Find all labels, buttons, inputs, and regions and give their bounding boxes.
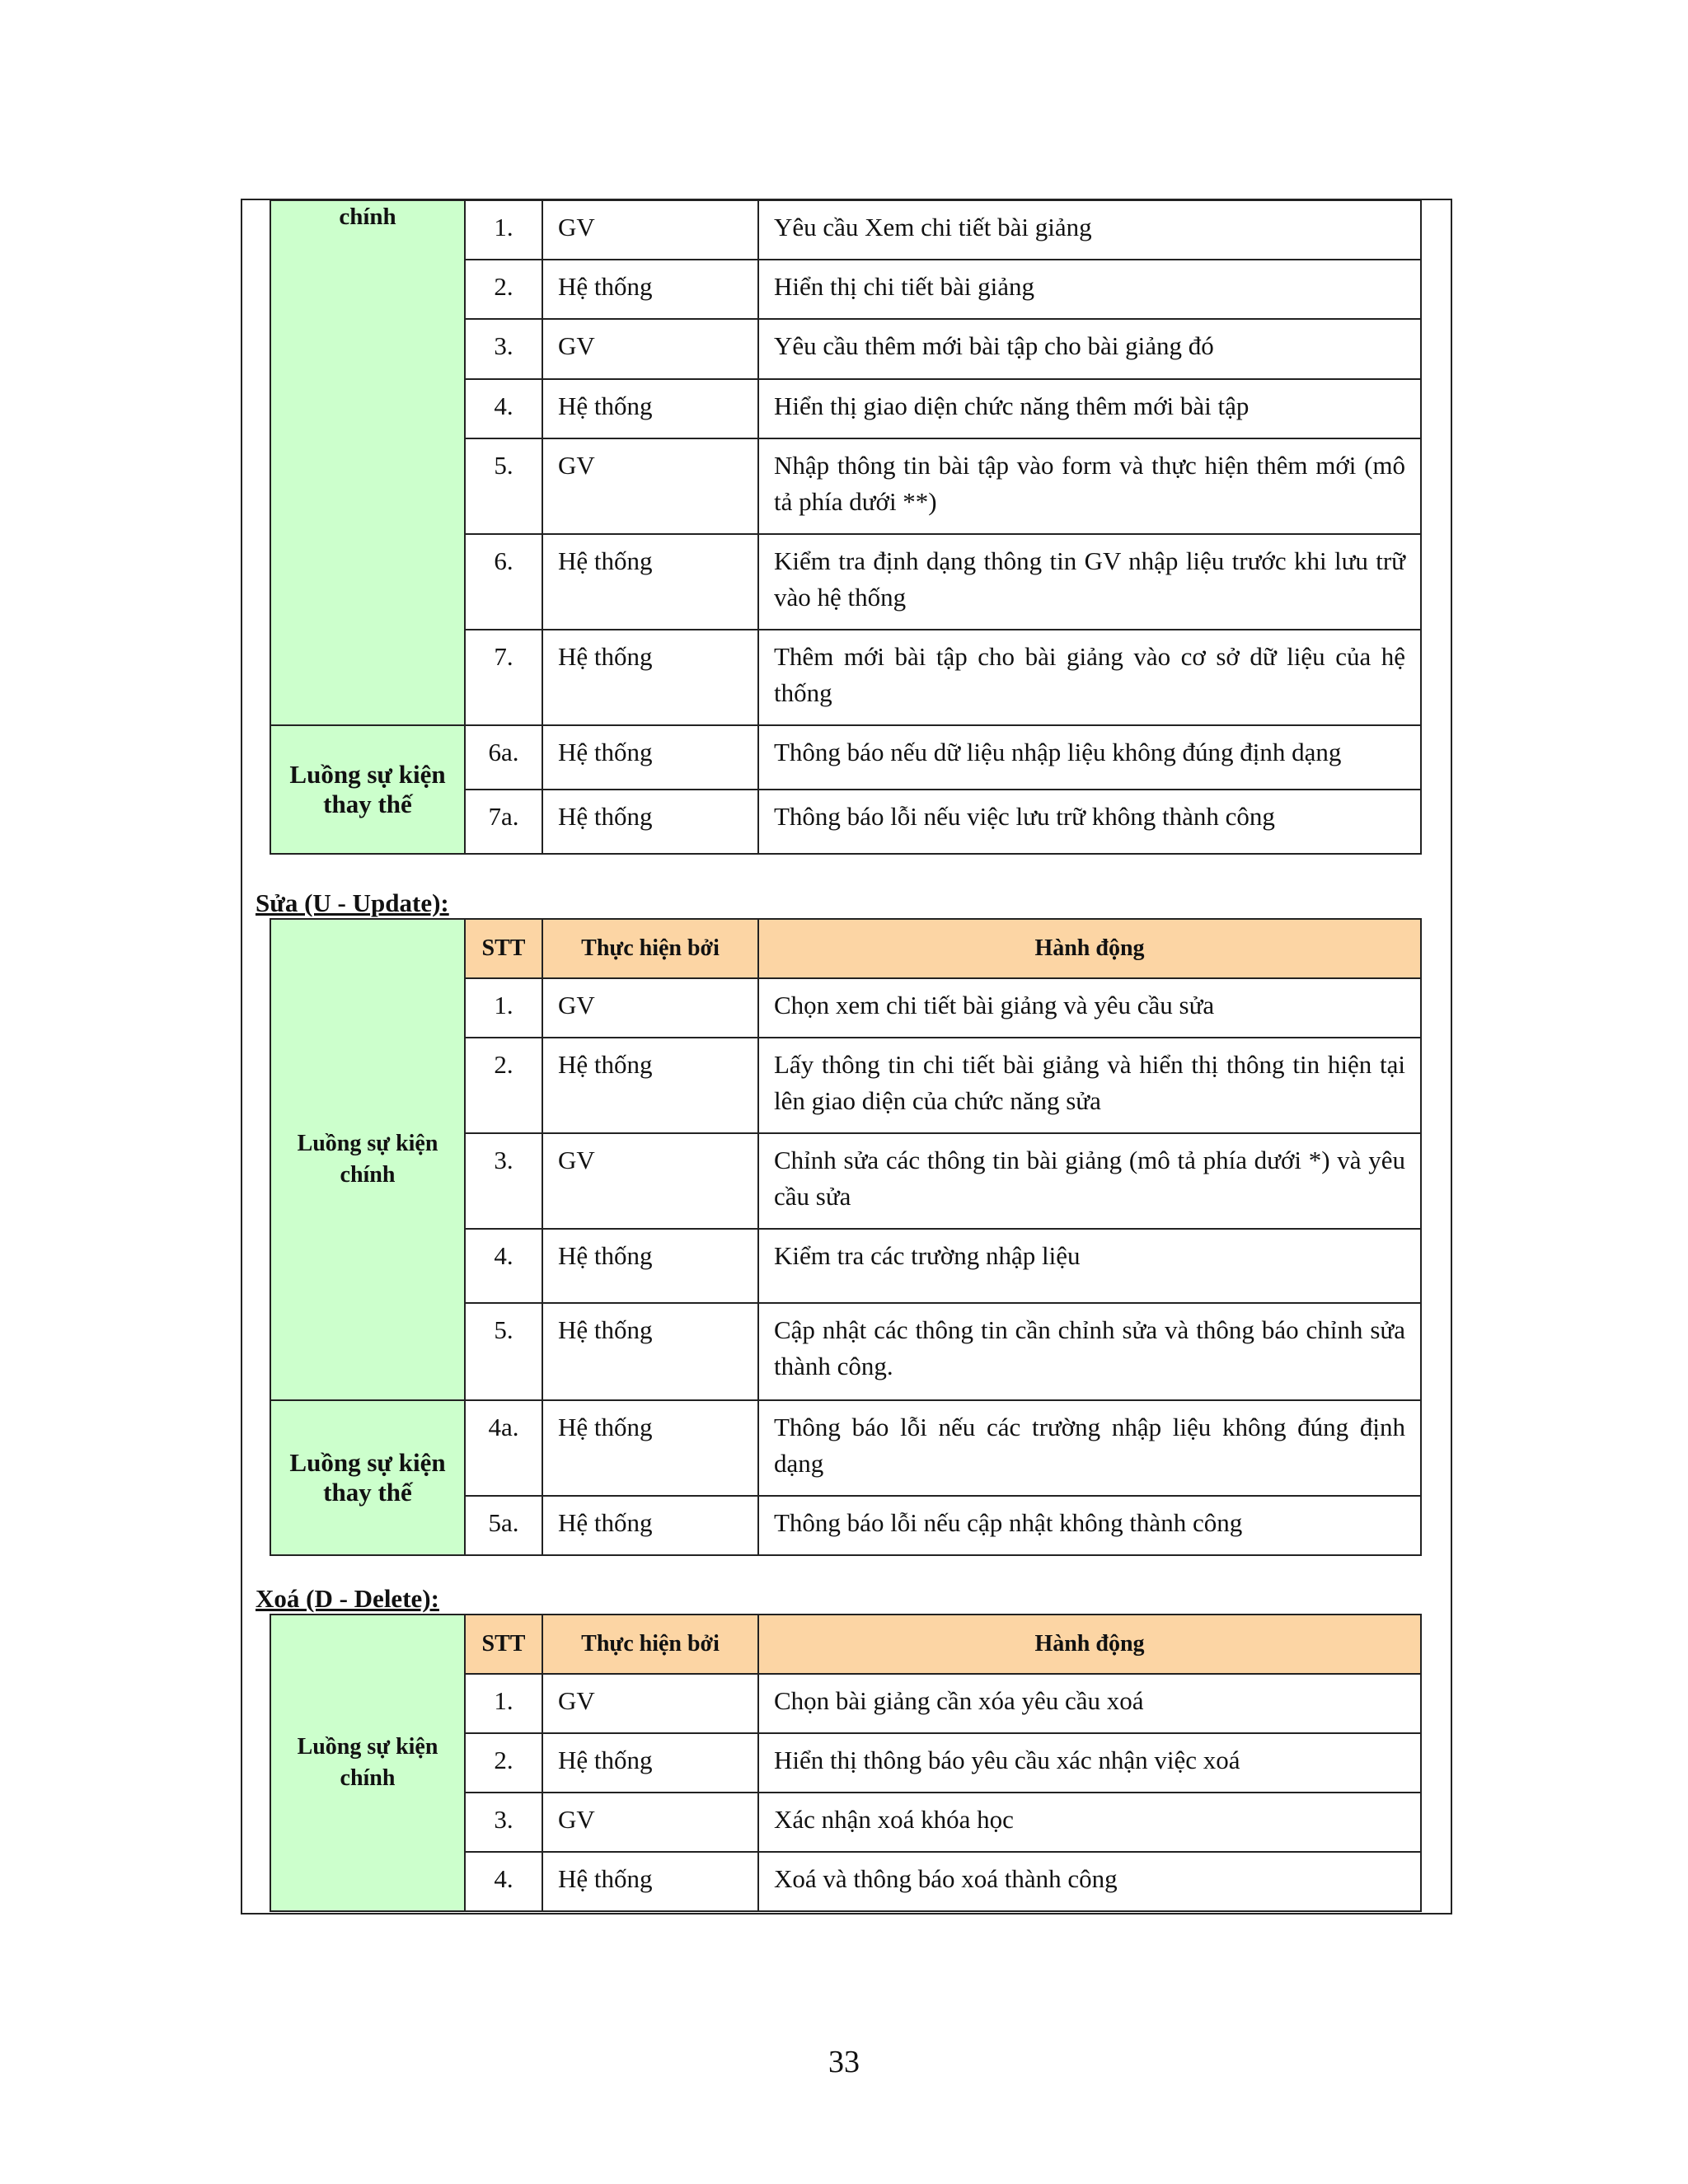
stt-cell: 1.	[465, 1674, 542, 1733]
action-cell: Hiển thị giao diện chức năng thêm mới bài tập	[758, 379, 1421, 438]
actor-cell: GV	[542, 978, 758, 1038]
actor-cell: GV	[542, 1793, 758, 1852]
stt-cell: 6a.	[465, 725, 542, 790]
action-cell: Yêu cầu Xem chi tiết bài giảng	[758, 200, 1421, 260]
action-cell: Hiển thị thông báo yêu cầu xác nhận việc xoá	[758, 1733, 1421, 1793]
stt-cell: 4.	[465, 379, 542, 438]
stt-cell: 4.	[465, 1229, 542, 1303]
action-cell: Chỉnh sửa các thông tin bài giảng (mô tả phía dưới *) và yêu cầu sửa	[758, 1133, 1421, 1229]
main-flow-label: chính	[270, 200, 465, 725]
delete-section-title: Xoá (D - Delete):	[256, 1584, 439, 1613]
table-row	[270, 725, 1421, 790]
update-section-title: Sửa (U - Update):	[256, 888, 449, 917]
actor-cell: Hệ thống	[542, 1400, 758, 1496]
table-row	[270, 1400, 1421, 1496]
actor-cell: GV	[542, 319, 758, 379]
actor-cell: GV	[542, 1674, 758, 1733]
header-action: Hành động	[758, 919, 1421, 978]
actor-cell: GV	[542, 1133, 758, 1229]
stt-cell: 1.	[465, 978, 542, 1038]
stt-cell: 5.	[465, 1303, 542, 1400]
actor-cell: Hệ thống	[542, 379, 758, 438]
stt-cell: 2.	[465, 1038, 542, 1133]
header-stt: STT	[465, 1615, 542, 1674]
action-cell: Thêm mới bài tập cho bài giảng vào cơ sở dữ liệu của hệ thống	[758, 630, 1421, 725]
action-cell: Xoá và thông báo xoá thành công	[758, 1852, 1421, 1911]
action-cell: Thông báo nếu dữ liệu nhập liệu không đúng định dạng	[758, 725, 1421, 790]
actor-cell: Hệ thống	[542, 1733, 758, 1793]
action-cell: Kiểm tra các trường nhập liệu	[758, 1229, 1421, 1303]
page-number: 33	[828, 2045, 860, 2079]
action-cell: Xác nhận xoá khóa học	[758, 1793, 1421, 1852]
header-action: Hành động	[758, 1615, 1421, 1674]
stt-cell: 4a.	[465, 1400, 542, 1496]
table-header-row	[270, 919, 1421, 978]
action-cell: Thông báo lỗi nếu việc lưu trữ không thành công	[758, 790, 1421, 854]
action-cell: Thông báo lỗi nếu cập nhật không thành công	[758, 1496, 1421, 1555]
action-cell: Chọn bài giảng cần xóa yêu cầu xoá	[758, 1674, 1421, 1733]
stt-cell: 2.	[465, 260, 542, 319]
action-cell: Chọn xem chi tiết bài giảng và yêu cầu sửa	[758, 978, 1421, 1038]
actor-cell: Hệ thống	[542, 630, 758, 725]
alt-flow-label: Luồng sự kiện thay thế	[270, 725, 465, 854]
action-cell: Nhập thông tin bài tập vào form và thực hiện thêm mới (mô tả phía dưới **)	[758, 438, 1421, 534]
table-row	[270, 200, 1421, 260]
stt-cell: 2.	[465, 1733, 542, 1793]
actor-cell: Hệ thống	[542, 790, 758, 854]
actor-cell: Hệ thống	[542, 725, 758, 790]
action-cell: Hiển thị chi tiết bài giảng	[758, 260, 1421, 319]
stt-cell: 5.	[465, 438, 542, 534]
main-flow-label: Luồng sự kiện chính	[270, 1615, 465, 1911]
actor-cell: GV	[542, 438, 758, 534]
action-cell: Yêu cầu thêm mới bài tập cho bài giảng đó	[758, 319, 1421, 379]
action-cell: Cập nhật các thông tin cần chỉnh sửa và thông báo chỉnh sửa thành công.	[758, 1303, 1421, 1400]
header-stt: STT	[465, 919, 542, 978]
action-cell: Thông báo lỗi nếu các trường nhập liệu không đúng định dạng	[758, 1400, 1421, 1496]
action-cell: Lấy thông tin chi tiết bài giảng và hiển thị thông tin hiện tại lên giao diện của chức năng sửa	[758, 1038, 1421, 1133]
update-flow-table	[270, 918, 1422, 1556]
actor-cell: Hệ thống	[542, 1229, 758, 1303]
stt-cell: 3.	[465, 319, 542, 379]
actor-cell: Hệ thống	[542, 1038, 758, 1133]
stt-cell: 3.	[465, 1133, 542, 1229]
actor-cell: Hệ thống	[542, 534, 758, 630]
stt-cell: 7a.	[465, 790, 542, 854]
stt-cell: 3.	[465, 1793, 542, 1852]
actor-cell: Hệ thống	[542, 1303, 758, 1400]
delete-flow-table	[270, 1614, 1422, 1912]
alt-flow-label: Luồng sự kiện thay thế	[270, 1400, 465, 1555]
table-header-row	[270, 1615, 1421, 1674]
stt-cell: 1.	[465, 200, 542, 260]
stt-cell: 7.	[465, 630, 542, 725]
header-actor: Thực hiện bởi	[542, 1615, 758, 1674]
main-flow-label: Luồng sự kiện chính	[270, 919, 465, 1400]
action-cell: Kiểm tra định dạng thông tin GV nhập liệu trước khi lưu trữ vào hệ thống	[758, 534, 1421, 630]
header-actor: Thực hiện bởi	[542, 919, 758, 978]
stt-cell: 5a.	[465, 1496, 542, 1555]
stt-cell: 6.	[465, 534, 542, 630]
stt-cell: 4.	[465, 1852, 542, 1911]
actor-cell: Hệ thống	[542, 260, 758, 319]
actor-cell: Hệ thống	[542, 1496, 758, 1555]
create-flow-table	[270, 199, 1422, 855]
actor-cell: GV	[542, 200, 758, 260]
actor-cell: Hệ thống	[542, 1852, 758, 1911]
